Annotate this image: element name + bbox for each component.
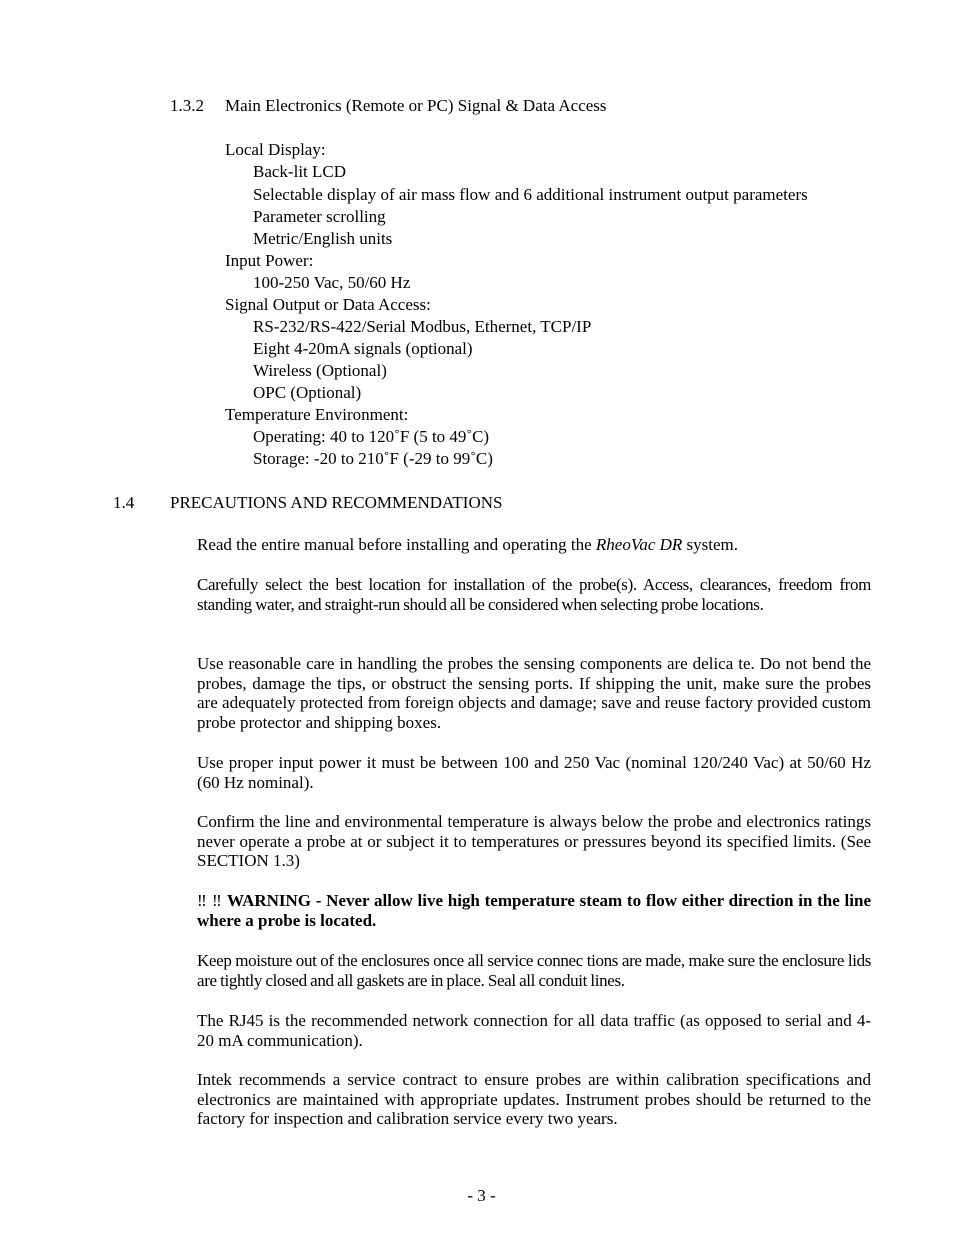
- paragraph-service-contract: Intek recommends a service contract to ensure probes are within calibration specifications and electronics are maintained with appropriate updates. Instrument probes should be returned to the factory for inspection and calibration service every two years.: [197, 1070, 871, 1129]
- paragraph-moisture: Keep moisture out of the enclosures once all service connec tions are made, make sure the enclosure lids are tightly closed and all gaskets are in place. Seal all conduit lines.: [197, 951, 871, 990]
- paragraph-read-manual: [197, 535, 871, 555]
- spec-item: Parameter scrolling: [253, 207, 386, 226]
- spec-item: Storage: -20 to 210˚F (-29 to 99˚C): [253, 449, 493, 468]
- spec-item: Selectable display of air mass flow and 6 additional instrument output parameters: [253, 185, 808, 204]
- spec-group-label: Temperature Environment:: [225, 405, 409, 424]
- spec-item: Eight 4-20mA signals (optional): [253, 339, 473, 358]
- warning-text: WARNING - Never allow live high temperature steam to flow either direction in the line where a probe is located.: [197, 891, 872, 930]
- section-number: 1.4: [113, 493, 135, 512]
- paragraph-probe-location: Carefully select the best location for installation of the probe(s). Access, clearances, freedom from standing water, and straight-run should all be considered when selecting probe locations.: [197, 575, 871, 614]
- paragraph-warning: [197, 891, 871, 930]
- paragraph-handling-care: Use reasonable care in handling the probes the sensing components are delica te. Do not bend the probes, damage the tips, or obstruct the sensing ports. If shipping the unit, make sure the probes are adequately protected from foreign objects and damage; save and reuse factory provided custom probe protector and shipping boxes.: [197, 654, 871, 733]
- spec-item: Operating: 40 to 120˚F (5 to 49˚C): [253, 427, 490, 446]
- warning-symbol: ‼ ‼: [197, 891, 227, 910]
- paragraph-temperature-limits: Confirm the line and environmental temperature is always below the probe and electronics ratings never operate a probe at or subject it to temperatures or pressures beyond its specified limits. (See SECTION 1.3): [197, 812, 871, 871]
- page-number: - 3 -: [467, 1186, 496, 1205]
- spec-group-label: Local Display:: [225, 140, 326, 159]
- paragraph-text: Read the entire manual before installing and operating the: [197, 535, 596, 554]
- spec-item: OPC (Optional): [253, 383, 362, 402]
- section-number: 1.3.2: [170, 96, 204, 115]
- section-title: Main Electronics (Remote or PC) Signal & Data Access: [225, 96, 607, 115]
- product-name: RheoVac DR: [595, 535, 683, 554]
- spec-item: 100-250 Vac, 50/60 Hz: [253, 273, 411, 292]
- spec-group-label: Input Power:: [225, 251, 314, 270]
- paragraph-input-power: Use proper input power it must be between 100 and 250 Vac (nominal 120/240 Vac) at 50/60 Hz (60 Hz nominal).: [197, 753, 871, 792]
- paragraph-text: system.: [682, 535, 739, 554]
- section-title: PRECAUTIONS AND RECOMMENDATIONS: [170, 493, 503, 512]
- paragraph-rj45: The RJ45 is the recommended network connection for all data traffic (as opposed to serial and 4-20 mA communication).: [197, 1011, 871, 1050]
- spec-item: RS-232/RS-422/Serial Modbus, Ethernet, TCP/IP: [253, 317, 592, 336]
- spec-item: Wireless (Optional): [253, 361, 387, 380]
- spec-item: Metric/English units: [253, 229, 393, 248]
- spec-item: Back-lit LCD: [253, 162, 347, 181]
- spec-group-label: Signal Output or Data Access:: [225, 295, 431, 314]
